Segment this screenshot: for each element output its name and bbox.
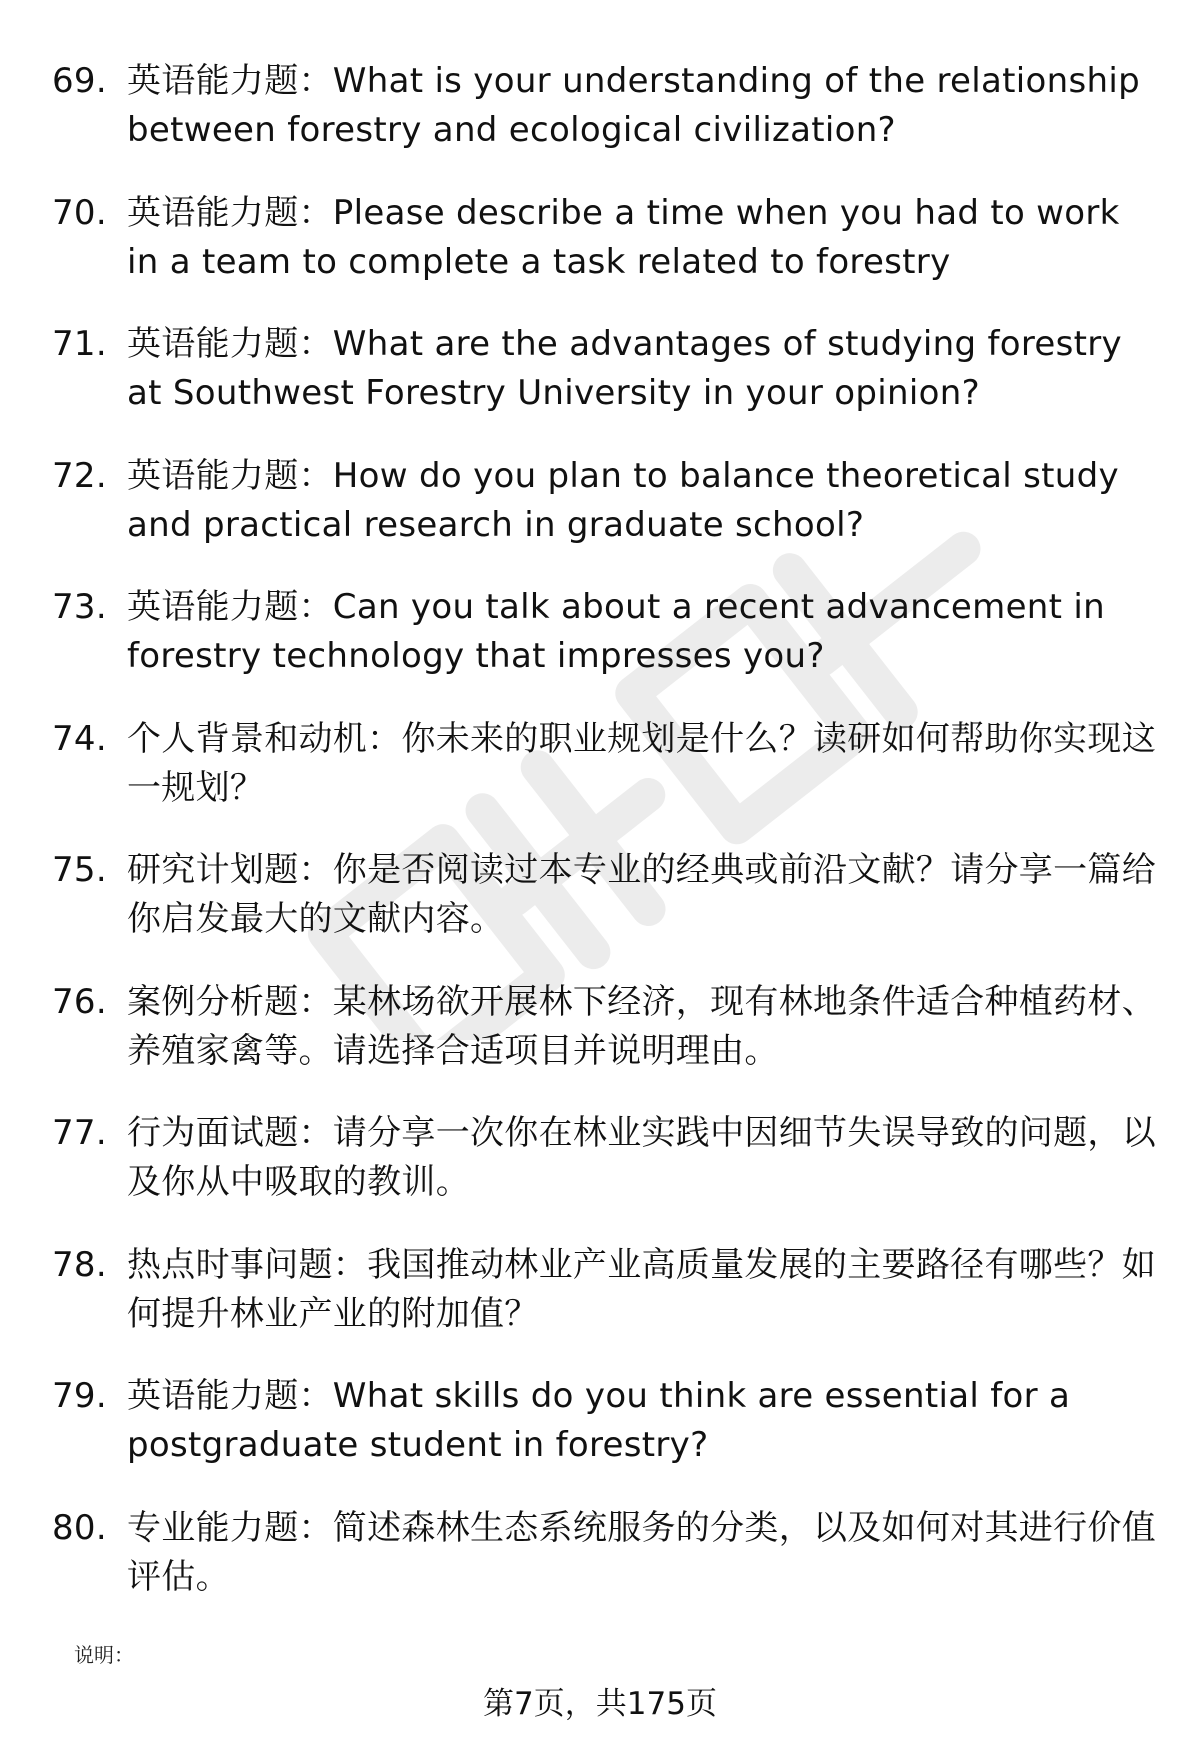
list-item xyxy=(52,1372,1162,1470)
question-number: 74. xyxy=(52,718,107,759)
question-text: 专业能力题：简述森林生态系统服务的分类，以及如何对其进行价值评估。 xyxy=(127,1507,1156,1597)
list-item xyxy=(52,452,1162,550)
list-item xyxy=(52,57,1162,155)
question-text: 英语能力题：What skills do you think are essential for a postgraduate student in forestry? xyxy=(127,1376,1071,1465)
question-text: 案例分析题：某林场欲开展林下经济，现有林地条件适合种植药材、养殖家禽等。请选择合适项目并说明理由。 xyxy=(127,981,1156,1071)
question-text: 英语能力题：Can you talk about a recent advancement in forestry technology that impresses you? xyxy=(127,587,1105,676)
question-text: 英语能力题：How do you plan to balance theoretical study and practical research in graduate school? xyxy=(127,455,1119,545)
question-list xyxy=(52,57,1162,1635)
list-item xyxy=(52,1241,1162,1339)
question-text: 英语能力题：What are the advantages of studying forestry at Southwest Forestry University in your opinion? xyxy=(127,324,1122,413)
question-text: 英语能力题：What is your understanding of the relationship between forestry and ecological civilization? xyxy=(127,61,1140,150)
note-label: 说明： xyxy=(74,1643,134,1667)
list-item xyxy=(52,1504,1162,1602)
page-number-footer: 第7页，共175页 xyxy=(483,1686,717,1722)
question-text: 个人背景和动机：你未来的职业规划是什么？读研如何帮助你实现这一规划？ xyxy=(127,718,1156,808)
question-text: 研究计划题：你是否阅读过本专业的经典或前沿文献？请分享一篇给你启发最大的文献内容。 xyxy=(127,850,1156,939)
question-number: 73. xyxy=(52,587,107,627)
list-item xyxy=(52,1109,1162,1207)
question-text: 英语能力题：Please describe a time when you had to work in a team to complete a task related to forestry xyxy=(127,192,1120,282)
question-number: 78. xyxy=(52,1244,107,1285)
list-item xyxy=(52,320,1162,418)
question-number: 80. xyxy=(52,1507,107,1548)
question-number: 79. xyxy=(52,1376,107,1416)
list-item xyxy=(52,189,1162,287)
question-number: 75. xyxy=(52,850,107,890)
list-item xyxy=(52,978,1162,1076)
list-item xyxy=(52,846,1162,944)
list-item xyxy=(52,715,1162,813)
question-text: 行为面试题：请分享一次你在林业实践中因细节失误导致的问题，以及你从中吸取的教训。 xyxy=(127,1113,1156,1202)
list-item xyxy=(52,583,1162,681)
question-text: 热点时事问题：我国推动林业产业高质量发展的主要路径有哪些？如何提升林业产业的附加值？ xyxy=(127,1244,1156,1334)
question-number: 72. xyxy=(52,455,107,496)
question-number: 77. xyxy=(52,1113,107,1153)
question-number: 71. xyxy=(52,324,107,364)
question-number: 69. xyxy=(52,61,107,101)
question-number: 70. xyxy=(52,192,107,233)
question-number: 76. xyxy=(52,981,107,1022)
